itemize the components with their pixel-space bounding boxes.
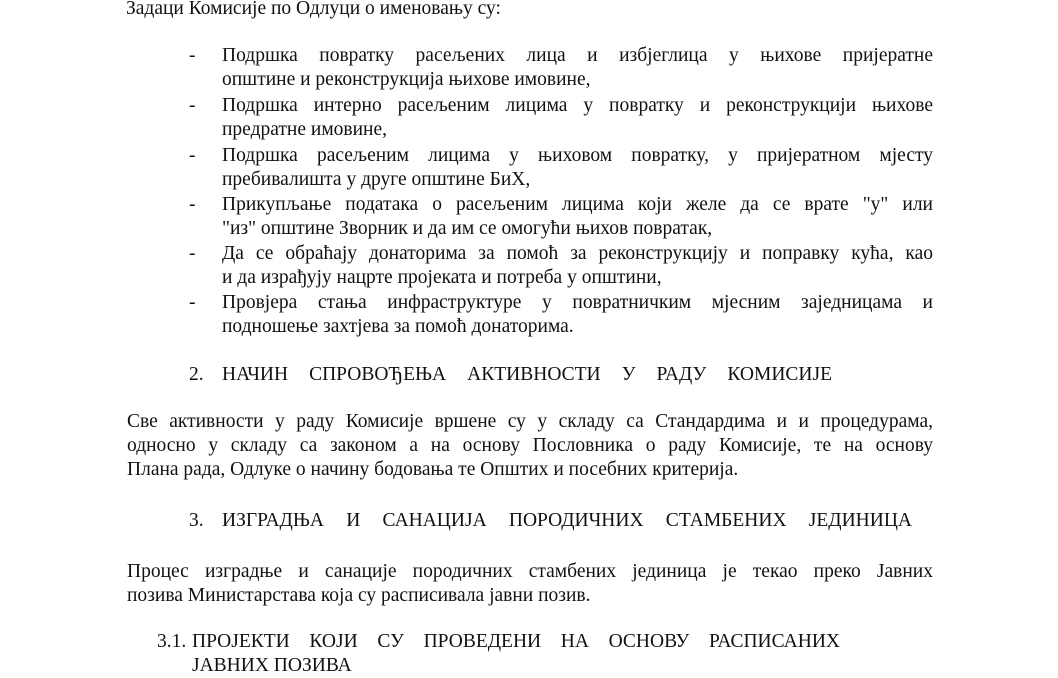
- section-3-1-heading-line-1: ПРОЈЕКТИ КОЈИ СУ ПРОВЕДЕНИ НА ОСНОВУ РАСПИСАНИХ: [192, 631, 840, 652]
- section-3-1-number: 3.1.: [157, 631, 187, 652]
- section-2-number: 2.: [189, 364, 204, 385]
- bullet-dash: -: [189, 194, 196, 215]
- section-2-heading: НАЧИН СПРОВОЂЕЊА АКТИВНОСТИ У РАДУ КОМИСИЈЕ: [222, 364, 832, 385]
- bullet-5-line-1: Да се обраћају донаторима за помоћ за реконструкцију и поправку кућа, као: [222, 243, 933, 264]
- bullet-2-line-2: предратне имовине,: [222, 119, 388, 140]
- section-2-paragraph-line-3: Плана рада, Одлуке о начину бодовања те Општих и посебних критерија.: [127, 459, 739, 480]
- bullet-dash: -: [189, 292, 196, 313]
- bullet-6-line-1: Провјера стања инфраструктуре у повратничким мјесним заједницама и: [222, 292, 933, 313]
- bullet-dash: -: [189, 243, 196, 264]
- bullet-dash: -: [189, 95, 196, 116]
- bullet-6-line-2: подношење захтјева за помоћ донаторима.: [222, 316, 574, 337]
- bullet-1-line-1: Подршка повратку расељених лица и избјеглица у њихове пријератне: [222, 45, 933, 66]
- section-2-paragraph-line-2: односно у складу са законом а на основу Пословника о раду Комисије, те на основу: [127, 435, 933, 456]
- section-2-paragraph-line-1: Све активности у раду Комисије вршене су у складу са Стандардима и и процедурама,: [127, 411, 933, 432]
- bullet-3-line-1: Подршка расељеним лицима у њиховом повратку, у пријератном мјесту: [222, 145, 933, 166]
- section-3-1-heading-line-2: ЈАВНИХ ПОЗИВА: [192, 655, 352, 676]
- bullet-4-line-1: Прикупљање података о расељеним лицима који желе да се врате "у" или: [222, 194, 933, 215]
- bullet-2-line-1: Подршка интерно расељеним лицима у повратку и реконструкцији њихове: [222, 95, 933, 116]
- section-3-number: 3.: [189, 510, 204, 531]
- section-3-heading: ИЗГРАДЊА И САНАЦИЈА ПОРОДИЧНИХ СТАМБЕНИХ ЈЕДИНИЦА: [222, 510, 912, 531]
- bullet-dash: -: [189, 45, 196, 66]
- bullet-4-line-2: "из" општине Зворник и да им се омогући њихов повратак,: [222, 218, 713, 239]
- section-3-paragraph-line-2: позива Министарстава која су расписивала јавни позив.: [127, 585, 591, 606]
- bullet-5-line-2: и да израђују нацрте пројеката и потреба у општини,: [222, 267, 662, 288]
- bullet-3-line-2: пребивалишта у друге општине БиХ,: [222, 169, 531, 190]
- bullet-dash: -: [189, 145, 196, 166]
- intro-text: Задаци Комисије по Одлуци о именовању су:: [126, 0, 501, 19]
- section-3-paragraph-line-1: Процес изградње и санације породичних стамбених јединица је текао преко Јавних: [127, 561, 933, 582]
- bullet-1-line-2: општине и реконструкција њихове имовине,: [222, 69, 591, 90]
